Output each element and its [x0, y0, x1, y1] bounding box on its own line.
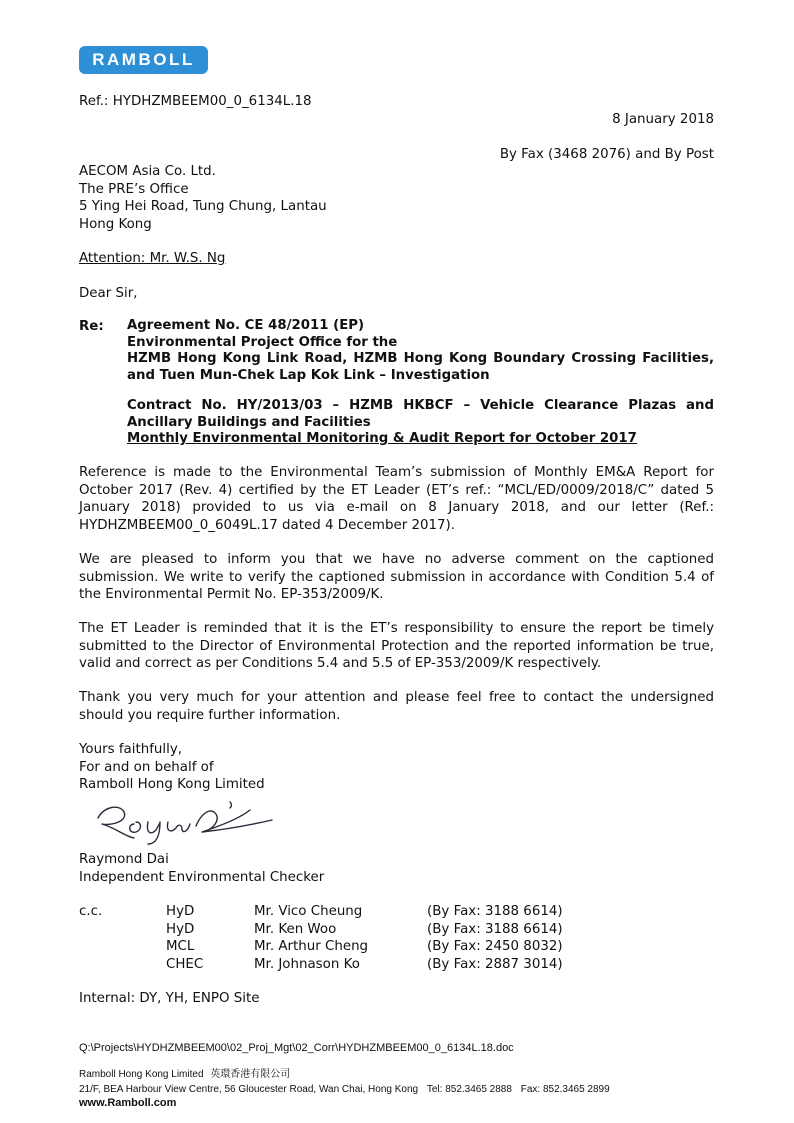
recipient-city: Hong Kong — [79, 216, 152, 232]
signer-block — [79, 851, 324, 886]
recipient-address — [79, 163, 327, 233]
report-title: Monthly Environmental Monitoring & Audit Report for October 2017 — [127, 431, 637, 446]
footer-website[interactable]: www.Ramboll.com — [79, 1097, 177, 1109]
file-path: Q:\Projects\HYDHZMBEEM00\02_Proj_Mgt\02_Corr\HYDHZMBEEM00_0_6134L.18.doc — [79, 1042, 514, 1054]
delivery-method: By Fax (3468 2076) and By Post — [499, 147, 714, 162]
footer-fax: Fax: 852.3465 2899 — [520, 1084, 610, 1095]
cc-person: Mr. Ken Woo — [254, 921, 337, 937]
cc-fax: (By Fax: 3188 6614) — [427, 904, 563, 919]
cc-person: Mr. Johnason Ko — [254, 956, 360, 972]
paragraph-line: The ET Leader is reminded that it is the ET’s responsibility to ensure the report be timely — [79, 621, 714, 636]
subject-line: Agreement No. CE 48/2011 (EP) — [127, 318, 365, 333]
paragraph-line: October 2017 (Rev. 4) certified by the ET Leader (ET’s ref.: “MCL/ED/0009/2018/C” dated 5 — [79, 482, 714, 498]
closing-line: Yours faithfully, — [79, 742, 183, 757]
salutation: Dear Sir, — [79, 286, 138, 301]
subject-line: Environmental Project Office for the — [127, 334, 398, 350]
paragraph-line: should you require further information. — [79, 707, 341, 723]
cc-fax: (By Fax: 3188 6614) — [427, 921, 563, 937]
paragraph-line: the Environmental Permit No. EP-353/2009/K. — [79, 587, 384, 602]
reference-number: Ref.: HYDHZMBEEM00_0_6134L.18 — [79, 94, 312, 109]
paragraph-line: submission. We write to verify the captioned submission in accordance with Condition 5.4 of — [79, 569, 714, 585]
footer-company: Ramboll Hong Kong Limited — [79, 1069, 204, 1080]
cc-organization: CHEC — [166, 956, 204, 972]
recipient-office: The PRE’s Office — [79, 181, 189, 197]
ramboll-logo: RAMBOLL — [79, 46, 208, 74]
cc-organization: HyD — [166, 904, 195, 919]
subject-block — [127, 318, 714, 384]
contract-line: Contract No. HY/2013/03 – HZMB HKBCF – Vehicle Clearance Plazas and — [127, 398, 714, 413]
subject-line: and Tuen Mun-Chek Lap Kok Link – Investigation — [127, 367, 490, 383]
cc-label: c.c. — [79, 904, 103, 919]
cc-entry — [79, 938, 599, 956]
cc-entry — [79, 921, 599, 939]
recipient-street: 5 Ying Hei Road, Tung Chung, Lantau — [79, 199, 327, 214]
re-label: Re: — [79, 319, 104, 334]
cc-entry — [79, 956, 599, 974]
attention-line: Attention: Mr. W.S. Ng — [79, 251, 226, 266]
footer-company-chinese: 英環香港有限公司 — [210, 1069, 291, 1080]
paragraph-line: HYDHZMBEEM00_0_6049L.17 dated 4 December 2017). — [79, 517, 456, 533]
paragraph-line: submitted to the Director of Environmental Protection and the reported information be true, — [79, 638, 714, 654]
closing-block — [79, 741, 265, 794]
cc-organization: HyD — [166, 921, 195, 937]
cc-entry — [79, 903, 599, 921]
footer-contact-line — [79, 1083, 610, 1096]
paragraph-reminder — [79, 620, 714, 673]
handwritten-signature — [90, 796, 280, 846]
signer-name: Raymond Dai — [79, 852, 169, 867]
paragraph-line: January 2018) provided to us via e-mail on 8 January 2018, and our letter (Ref.: — [79, 500, 714, 515]
contract-line: Ancillary Buildings and Facilities — [127, 414, 371, 430]
cc-person: Mr. Vico Cheung — [254, 904, 363, 919]
subject-line: HZMB Hong Kong Link Road, HZMB Hong Kong Boundary Crossing Facilities, — [127, 351, 714, 366]
closing-line: Ramboll Hong Kong Limited — [79, 777, 265, 792]
paragraph-line: Reference is made to the Environmental Team’s submission of Monthly EM&A Report for — [79, 465, 714, 480]
paragraph-line: Thank you very much for your attention and please feel free to contact the undersigned — [79, 690, 714, 705]
contract-block — [127, 398, 714, 448]
footer-company-line — [79, 1068, 290, 1081]
cc-organization: MCL — [166, 939, 195, 954]
internal-distribution: Internal: DY, YH, ENPO Site — [79, 991, 260, 1006]
footer-telephone: Tel: 852.3465 2888 — [426, 1084, 512, 1095]
cc-fax: (By Fax: 2450 8032) — [427, 939, 563, 954]
cc-person: Mr. Arthur Cheng — [254, 939, 369, 954]
cc-list — [79, 903, 599, 975]
letter-date: 8 January 2018 — [612, 112, 714, 127]
recipient-company: AECOM Asia Co. Ltd. — [79, 164, 216, 179]
footer-address: 21/F, BEA Harbour View Centre, 56 Gloucester Road, Wan Chai, Hong Kong — [79, 1084, 419, 1095]
paragraph-no-comment — [79, 551, 714, 604]
paragraph-line: valid and correct as per Conditions 5.4 and 5.5 of EP-353/2009/K respectively. — [79, 656, 602, 671]
paragraph-thanks — [79, 689, 714, 724]
signer-title: Independent Environmental Checker — [79, 869, 325, 885]
cc-fax: (By Fax: 2887 3014) — [427, 956, 563, 972]
paragraph-line: We are pleased to inform you that we have no adverse comment on the captioned — [79, 552, 714, 567]
paragraph-reference — [79, 464, 714, 534]
closing-line: For and on behalf of — [79, 759, 214, 775]
